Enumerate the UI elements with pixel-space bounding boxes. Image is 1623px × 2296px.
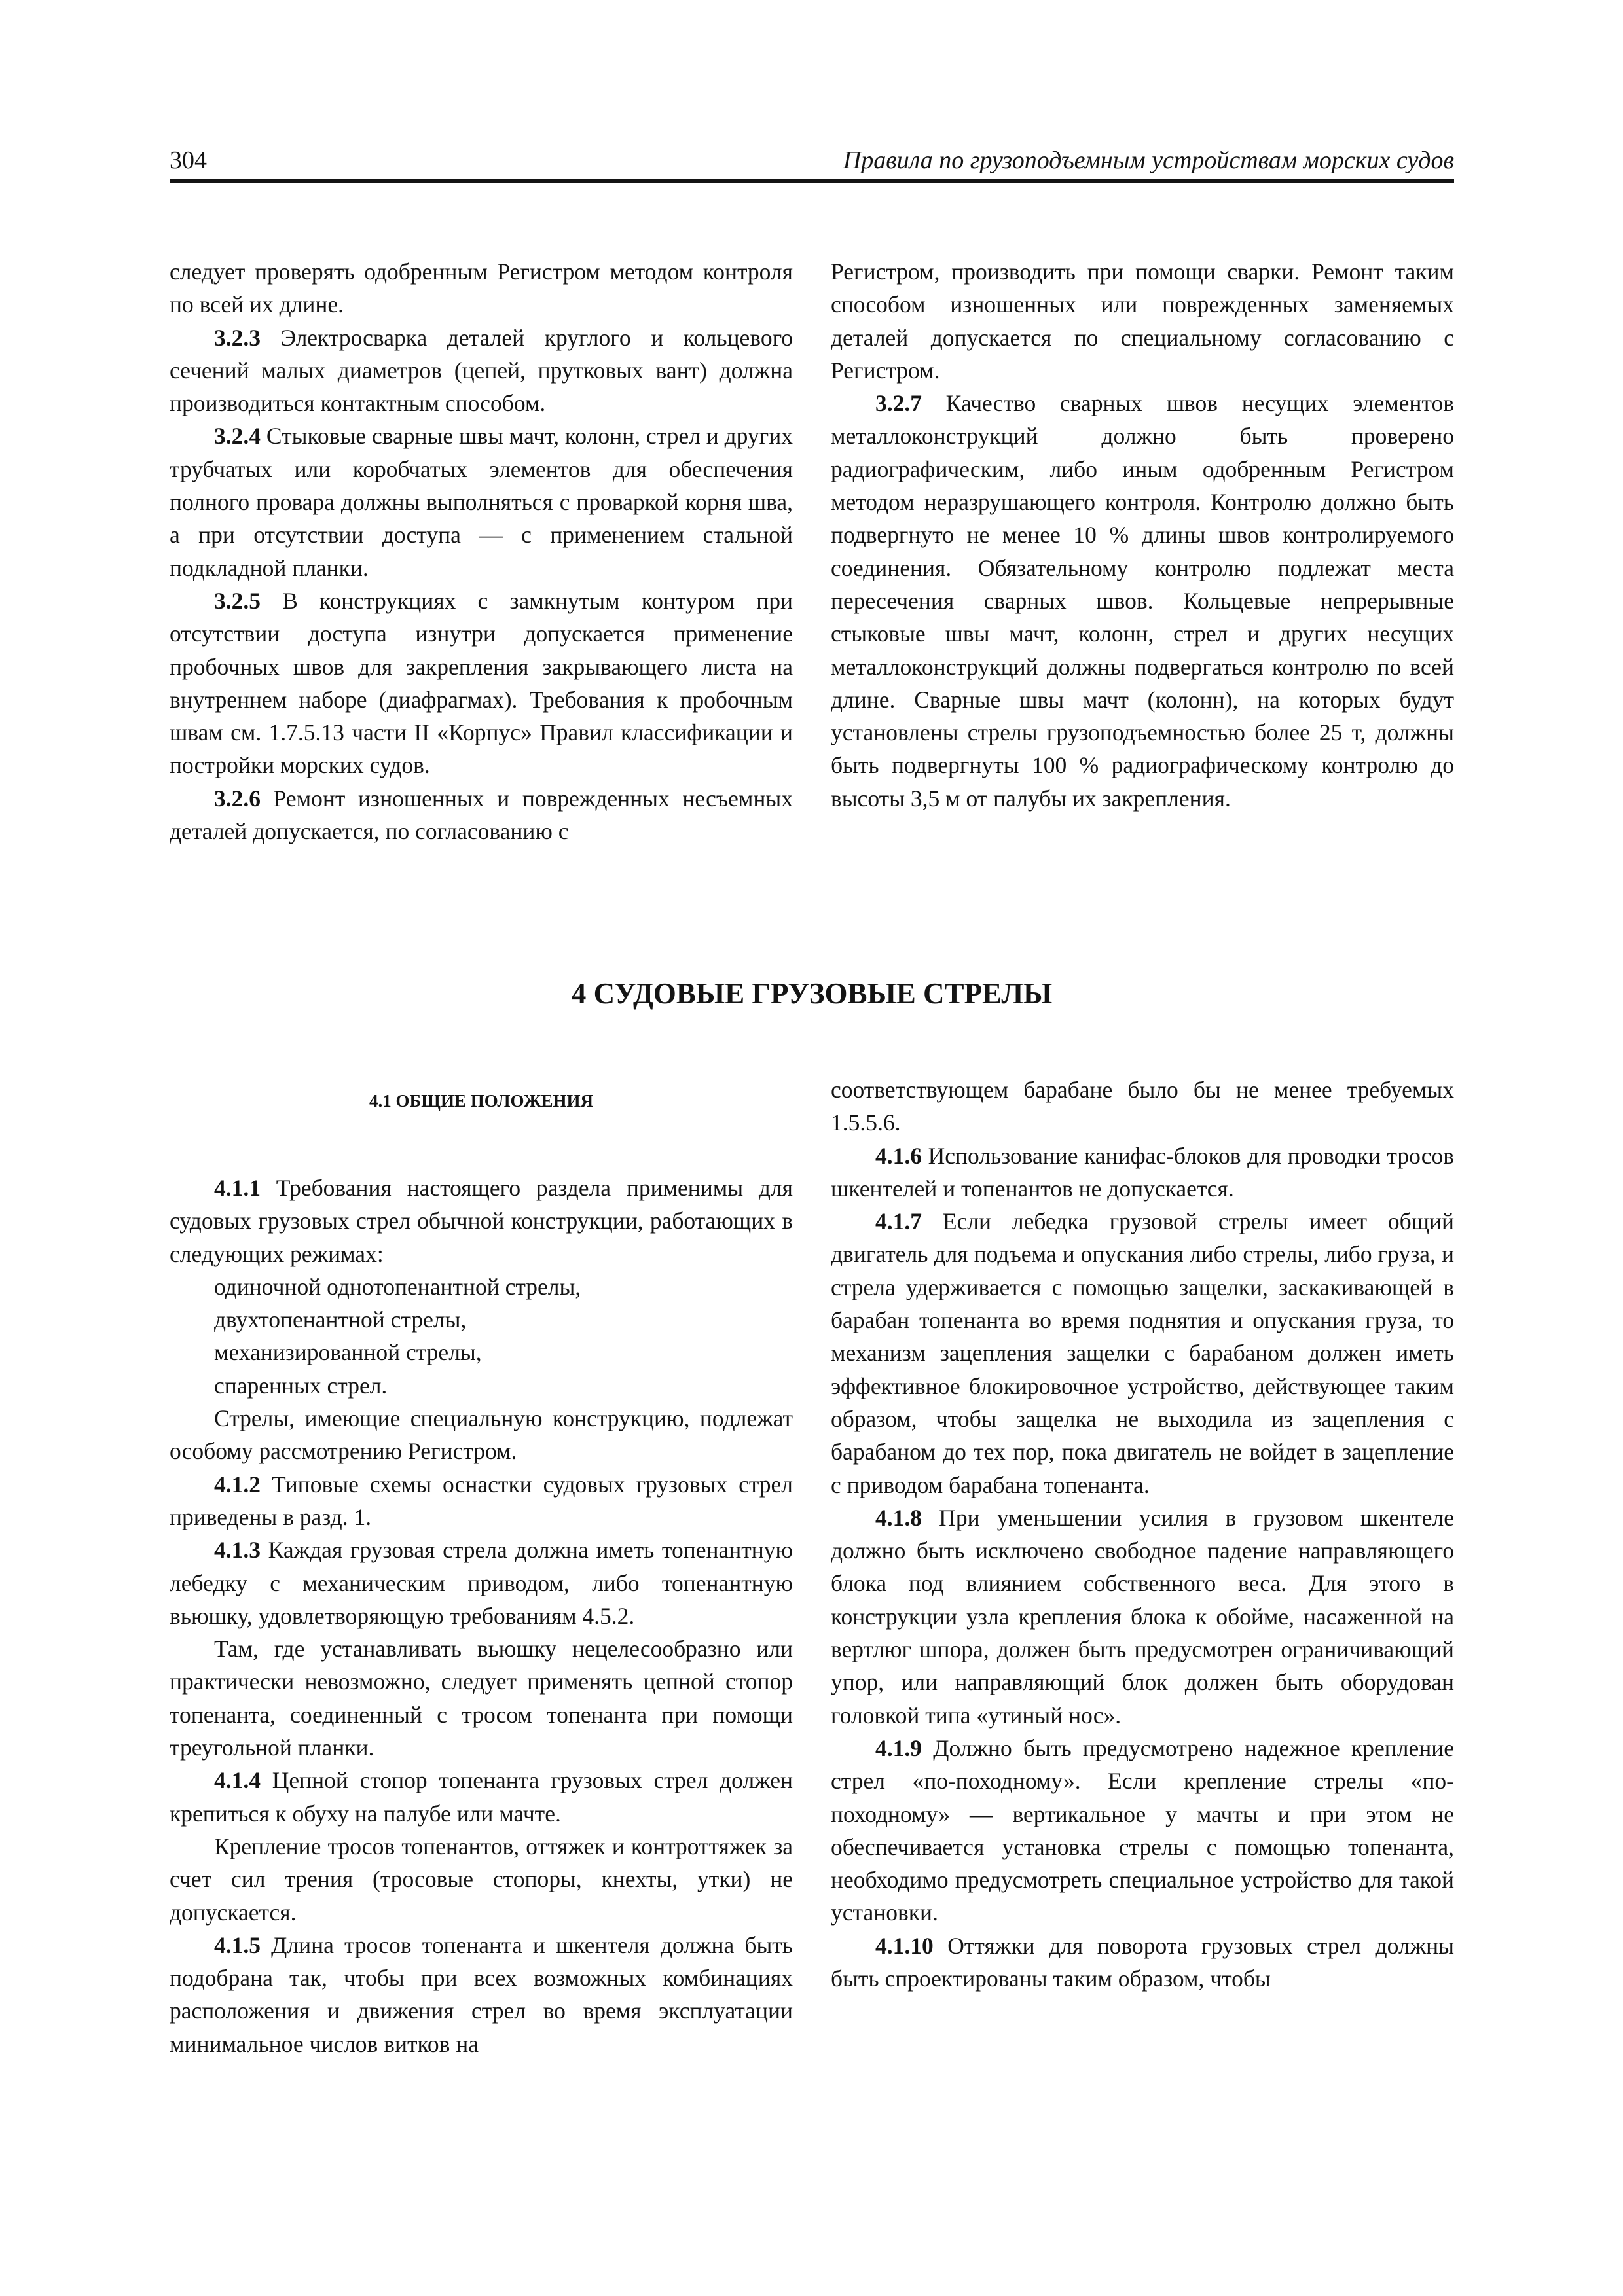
paragraph-4-1-1: 4.1.1 Требования настоящего раздела применимы для судовых грузовых стрел обычной конструкции, работающих в следующих режимах: xyxy=(170,1175,793,1267)
header-rule xyxy=(170,179,1454,183)
clause-number: 4.1.9 xyxy=(875,1734,922,1761)
paragraph-4-1-5: 4.1.5 Длина тросов топенанта и шкентеля должна быть подобрана так, чтобы при всех возможных комбинациях расположения и движения стрел во время эксплуатации минимальное числов витков на xyxy=(170,1931,793,2057)
subsection-title: 4.1 ОБЩИЕ ПОЛОЖЕНИЯ xyxy=(369,1091,594,1111)
column-left-bottom xyxy=(170,1172,793,2060)
column-left-top xyxy=(170,255,793,848)
list-item: двухтопенантной стрелы, xyxy=(214,1306,467,1333)
paragraph: следует проверять одобренным Регистром методом контроля по всей их длине. xyxy=(170,259,793,318)
paragraph-4-1-2: 4.1.2 Типовые схемы оснастки судовых грузовых стрел приведены в разд. 1. xyxy=(170,1471,793,1530)
paragraph-4-1-9: 4.1.9 Должно быть предусмотрено надежное крепление стрел «по-походному». Если крепление стрелы «по-походному» — вертикальное у мачты и при этом не обеспечивается установка стрелы с помощью топенанта, необходимо предусмотреть специальное устройство для такой установки. xyxy=(831,1734,1454,1926)
column-right-top xyxy=(831,255,1454,815)
clause-number: 4.1.8 xyxy=(875,1504,922,1531)
clause-number: 4.1.10 xyxy=(875,1932,934,1959)
paragraph: Регистром, производить при помощи сварки. Ремонт таким способом изношенных или поврежденных заменяемых деталей допускается по специальному согласованию с Регистром. xyxy=(831,259,1454,384)
clause-number: 3.2.3 xyxy=(214,324,261,351)
paragraph: Стрелы, имеющие специальную конструкцию, подлежат особому рассмотрению Регистром. xyxy=(170,1405,793,1465)
list-item: спаренных стрел. xyxy=(214,1372,388,1399)
paragraph: Крепление тросов топенантов, оттяжек и контроттяжек за счет сил трения (тросовые стопоры, кнехты, утки) не допускается. xyxy=(170,1833,793,1926)
paragraph-3-2-3: 3.2.3 Электросварка деталей круглого и кольцевого сечений малых диаметров (цепей, прутковых вант) должна производиться контактным способом. xyxy=(170,324,793,417)
paragraph-4-1-10: 4.1.10 Оттяжки для поворота грузовых стрел должны быть спроектированы таким образом, чтобы xyxy=(831,1932,1454,1992)
clause-number: 4.1.1 xyxy=(214,1175,261,1201)
paragraph: соответствующем барабане было бы не менее требуемых 1.5.5.6. xyxy=(831,1077,1454,1136)
clause-number: 4.1.2 xyxy=(214,1471,261,1498)
clause-number: 3.2.5 xyxy=(214,587,261,614)
clause-number: 4.1.6 xyxy=(875,1142,922,1169)
clause-number: 4.1.4 xyxy=(214,1767,261,1794)
page-number: 304 xyxy=(170,147,207,174)
list-item: механизированной стрелы, xyxy=(214,1339,482,1366)
clause-number: 3.2.7 xyxy=(875,390,922,417)
column-right-bottom xyxy=(831,1073,1454,1995)
paragraph-4-1-6: 4.1.6 Использование канифас-блоков для проводки тросов шкентелей и топенантов не допускается. xyxy=(831,1142,1454,1202)
clause-number: 3.2.4 xyxy=(214,423,261,450)
paragraph-3-2-4: 3.2.4 Стыковые сварные швы мачт, колонн, стрел и других трубчатых или коробчатых элементов для обеспечения полного провара должны выполняться с проваркой корня шва, а при отсутствии доступа — с применением стальной подкладной планки. xyxy=(170,423,793,581)
paragraph-4-1-4: 4.1.4 Цепной стопор топенанта грузовых стрел должен крепиться к обуху на палубе или мачте. xyxy=(170,1767,793,1827)
clause-number: 4.1.3 xyxy=(214,1537,261,1564)
paragraph-3-2-6: 3.2.6 Ремонт изношенных и поврежденных несъемных деталей допускается, по согласованию с xyxy=(170,785,793,845)
running-title: Правила по грузоподъемным устройствам морских судов xyxy=(843,147,1454,174)
list-item: одиночной однотопенантной стрелы, xyxy=(214,1273,581,1300)
paragraph: Там, где устанавливать вьюшку нецелесообразно или практически невозможно, следует применять цепной стопор топенанта, соединенный с тросом топенанта при помощи треугольной планки. xyxy=(170,1636,793,1761)
paragraph-3-2-7: 3.2.7 Качество сварных швов несущих элементов металлоконструкций должно быть проверено радиографическим, либо иным одобренным Регистром методом неразрушающего контроля. Контролю должно быть подвергнуто не менее 10 % длины швов контролируемого соединения. Обязательному контролю подлежат места пересечения сварных швов. Кольцевые непрерывные стыковые швы мачт, колонн, стрел и других несущих металлоконструкций должны подвергаться контролю по всей длине. Сварные швы мачт (колонн), на которых будут установлены стрелы грузоподъемностью более 25 т, должны быть подвергнуты 100 % радиографическому контролю до высоты 3,5 м от палубы их закрепления. xyxy=(831,390,1454,812)
clause-number: 4.1.7 xyxy=(875,1208,922,1235)
paragraph-4-1-3: 4.1.3 Каждая грузовая стрела должна иметь топенантную лебедку с механическим приводом, либо топенантную вьюшку, удовлетворяющую требованиям 4.5.2. xyxy=(170,1537,793,1629)
clause-number: 3.2.6 xyxy=(214,785,261,812)
clause-number: 4.1.5 xyxy=(214,1931,261,1958)
page-header xyxy=(170,145,1454,183)
paragraph-4-1-7: 4.1.7 Если лебедка грузовой стрелы имеет общий двигатель для подъема и опускания либо стрелы, либо груза, и стрела удерживается с помощью защелки, заскакивающей в барабан топенанта во время поднятия и опускания груза, то механизм зацепления защелки с барабаном должен иметь эффективное блокировочное устройство, действующее таким образом, чтобы защелка не выходила из зацепления с барабаном до тех пор, пока двигатель не войдет в зацепление с приводом барабана топенанта. xyxy=(831,1208,1454,1498)
paragraph-3-2-5: 3.2.5 В конструкциях с замкнутым контуром при отсутствии доступа изнутри допускается применение пробочных швов для закрепления закрывающего листа на внутреннем наборе (диафрагмах). Требования к пробочным швам см. 1.7.5.13 части II «Корпус» Правил классификации и постройки морских судов. xyxy=(170,587,793,779)
section-title: 4 СУДОВЫЕ ГРУЗОВЫЕ СТРЕЛЫ xyxy=(571,977,1053,1010)
paragraph-4-1-8: 4.1.8 При уменьшении усилия в грузовом шкентеле должно быть исключено свободное падение направляющего блока под влиянием собственного веса. Для этого в конструкции узла крепления блока к обойме, насаженной на вертлюг шпора, должен быть предусмотрен ограничивающий упор, или направляющий блок должен быть оборудован головкой типа «утиный нос». xyxy=(831,1504,1454,1729)
